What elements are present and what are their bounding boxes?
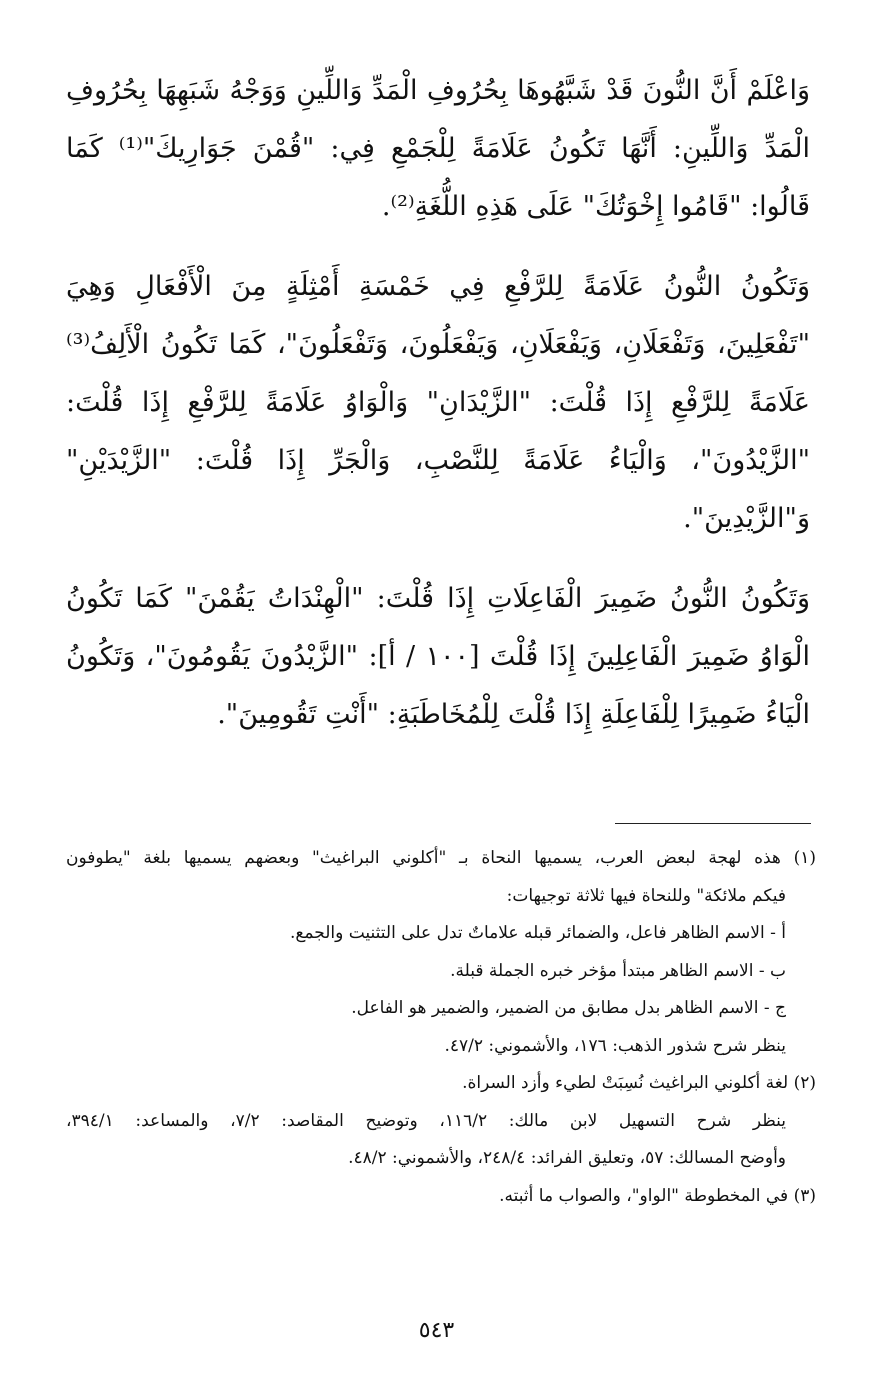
- paragraph: وَاعْلَمْ أَنَّ النُّونَ قَدْ شَبَّهُوهَا بِحُرُوفِ الْمَدِّ وَاللِّينِ وَوَجْهُ شَبَهِهَا بِحُرُوفِ الْمَدِّ وَاللِّينِ: أَنَّهَا تَكُونُ عَلَامَةً لِلْجَمْعِ فِي: "قُمْنَ جَوَارِيكَ"⁽¹⁾ كَمَا قَالُوا: "قَامُوا إِخْوَتُكَ" عَلَى هَذِهِ اللُّغَةِ⁽²⁾.: [66, 75, 810, 222]
- footnote-line: أ - الاسم الظاهر فاعل، والضمائر قبله علاماتٌ تدل على التثنيت والجمع.: [289, 923, 786, 943]
- footnotes: [66, 840, 816, 1215]
- page-number: ٥٤٣: [418, 1318, 455, 1343]
- footnote-line: (٣) في المخطوطة "الواو"، والصواب ما أثبته.: [499, 1185, 816, 1206]
- footnote-line: ينظر شرح التسهيل لابن مالك: ١١٦/٢، وتوضيح المقاصد: ٧/٢، والمساعد: ٣٩٤/١،: [66, 1110, 787, 1131]
- footnote-line: فيكم ملائكة" وللنحاة فيها ثلاثة توجيهات:: [506, 885, 786, 906]
- paragraph: وَتَكُونُ النُّونُ ضَمِيرَ الْفَاعِلَاتِ إِذَا قُلْتَ: "الْهِنْدَاتُ يَقُمْنَ" كَمَا تَكُونُ الْوَاوُ ضَمِيرَ الْفَاعِلِينَ إِذَا قُلْتَ [١٠٠ / أ]: "الزَّيْدُونَ يَقُومُونَ"، وَتَكُونُ الْيَاءُ ضَمِيرًا لِلْفَاعِلَةِ إِذَا قُلْتَ لِلْمُخَاطَبَةِ: "أَنْتِ تَقُومِينَ".: [66, 583, 810, 730]
- footnote-line: ج - الاسم الظاهر بدل مطابق من الضمير، والضمير هو الفاعل.: [351, 998, 786, 1018]
- main-text: [66, 62, 810, 766]
- footnote-line: (١) هذه لهجة لبعض العرب، يسميها النحاة بـ "أكلوني البراغيث" وبعضهم يسميها بلغة "يطوفون: [66, 848, 816, 868]
- footnote-line: وأوضح المسالك: ٥٧، وتعليق الفرائد: ٢٤٨/٤، والأشموني: ٤٨/٢.: [348, 1148, 786, 1168]
- footnote-line: (٢) لغة أكلوني البراغيث نُسِبَتْ لطيء وأزد السراة.: [462, 1073, 816, 1093]
- footnote-line: ب - الاسم الظاهر مبتدأ مؤخر خبره الجملة قبلة.: [450, 960, 786, 981]
- footnote-line: ينظر شرح شذور الذهب: ١٧٦، والأشموني: ٤٧/٢.: [444, 1035, 786, 1056]
- footnote-divider: [615, 823, 811, 824]
- paragraph: وَتَكُونُ النُّونُ عَلَامَةً لِلرَّفْعِ فِي خَمْسَةِ أَمْثِلَةٍ مِنَ الْأَفْعَالِ وَهِيَ "تَفْعَلِينَ، وَتَفْعَلَانِ، وَيَفْعَلَانِ، وَيَفْعَلُونَ، وَتَفْعَلُونَ"، كَمَا تَكُونُ الْأَلِفُ⁽³⁾ عَلَامَةً لِلرَّفْعِ إِذَا قُلْتَ: "الزَّيْدَانِ" وَالْوَاوُ عَلَامَةً لِلرَّفْعِ إِذَا قُلْتَ: "الزَّيْدُونَ"، وَالْيَاءُ عَلَامَةً لِلنَّصْبِ، وَالْجَرِّ إِذَا قُلْتَ: "الزَّيْدَيْنِ" وَ"الزَّيْدِينَ".: [66, 271, 810, 534]
